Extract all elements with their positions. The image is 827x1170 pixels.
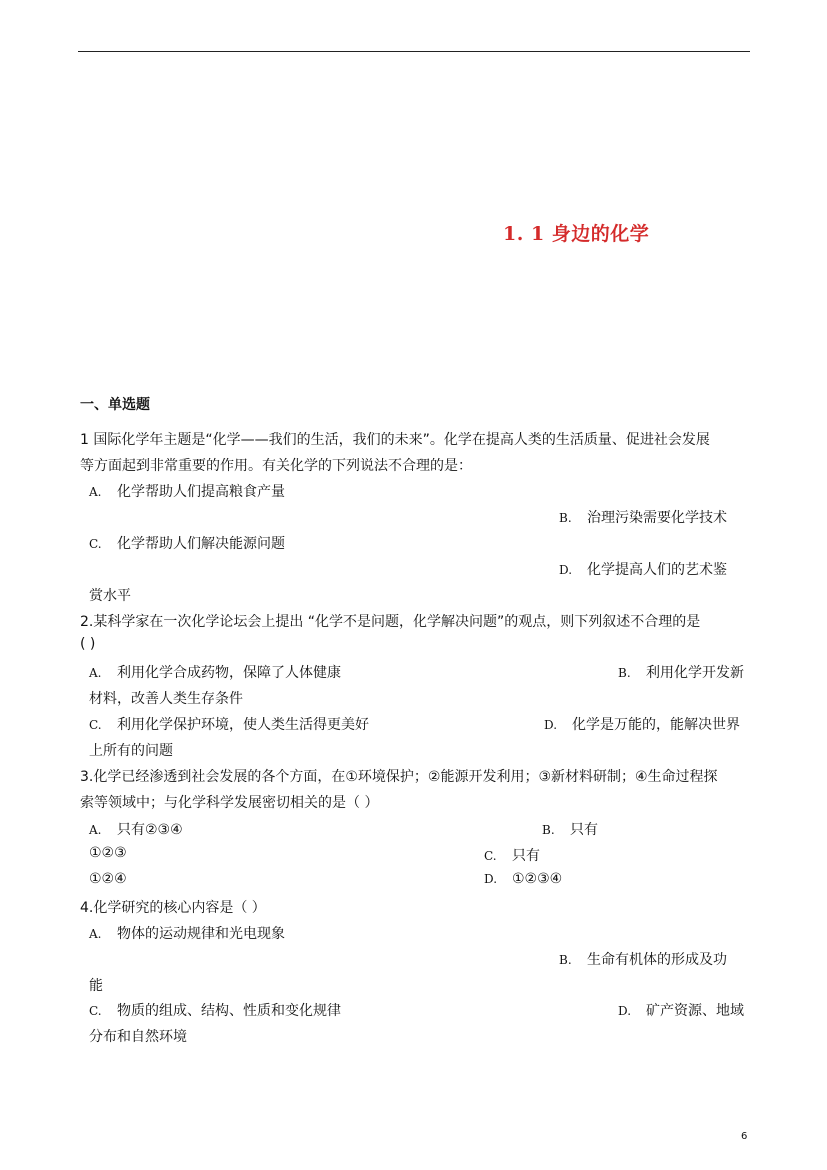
question-4-option-d-wrap: 分布和自然环境 <box>89 1029 187 1045</box>
option-letter: A. <box>89 823 102 837</box>
option-text: 化学帮助人们提高粮食产量 <box>117 484 285 500</box>
question-3-stem-line-2: 索等领域中；与化学科学发展密切相关的是（ ） <box>80 795 379 811</box>
option-text: 化学是万能的，能解决世界 <box>572 717 740 733</box>
option-letter: C. <box>89 537 102 551</box>
question-2-option-a[interactable] <box>89 662 341 682</box>
question-3-option-b[interactable] <box>542 819 598 839</box>
question-2-stem-line-1: 2.某科学家在一次化学论坛会上提出 “化学不是问题，化学解决问题”的观点，则下列叙述不合理的是 <box>80 614 701 630</box>
question-1-option-d[interactable] <box>559 559 727 579</box>
option-letter: D. <box>484 872 498 886</box>
option-text: 利用化学开发新 <box>646 665 744 681</box>
option-text: 矿产资源、地域 <box>646 1003 744 1019</box>
question-3-option-c[interactable] <box>484 845 540 865</box>
question-2-option-b-wrap: 材料，改善人类生存条件 <box>89 691 243 707</box>
option-text: 只有②③④ <box>117 822 183 838</box>
question-4-option-a[interactable] <box>89 923 285 943</box>
question-2-option-d-wrap: 上所有的问题 <box>89 743 173 759</box>
option-text: 生命有机体的形成及功 <box>587 952 727 968</box>
question-1-option-c[interactable] <box>89 533 285 553</box>
question-4-stem-line-1: 4.化学研究的核心内容是（ ） <box>80 900 266 916</box>
question-1-stem-line-1: 1 国际化学年主题是“化学——我们的生活，我们的未来”。化学在提高人类的生活质量、促进社会发展 <box>80 432 710 448</box>
question-1-option-a[interactable] <box>89 481 285 501</box>
page-title: 1. 1 身边的化学 <box>503 223 650 245</box>
question-2-option-d[interactable] <box>544 714 740 734</box>
option-letter: B. <box>559 511 572 525</box>
option-letter: D. <box>618 1004 632 1018</box>
option-text: 物体的运动规律和光电现象 <box>117 926 285 942</box>
option-text: 利用化学保护环境，使人类生活得更美好 <box>117 717 369 733</box>
question-4-option-b[interactable] <box>559 949 727 969</box>
option-text: ①②③④ <box>512 871 563 887</box>
option-text: 利用化学合成药物，保障了人体健康 <box>117 665 341 681</box>
option-text: 治理污染需要化学技术 <box>587 510 727 526</box>
option-letter: C. <box>89 718 102 732</box>
option-text: 化学帮助人们解决能源问题 <box>117 536 285 552</box>
question-3-option-d[interactable] <box>484 871 562 887</box>
option-letter: D. <box>559 563 573 577</box>
option-text: 物质的组成、结构、性质和变化规律 <box>117 1003 341 1019</box>
section-heading: 一、单选题 <box>80 397 150 413</box>
option-letter: A. <box>89 927 102 941</box>
question-3-option-a[interactable] <box>89 819 183 839</box>
question-2-option-b[interactable] <box>618 662 744 682</box>
question-3-stem-line-1: 3.化学已经渗透到社会发展的各个方面，在①环境保护；②能源开发利用；③新材料研制；④生命过程探 <box>80 769 718 785</box>
option-letter: C. <box>89 1004 102 1018</box>
question-3-option-b-wrap: ①②③ <box>89 845 127 861</box>
question-1-option-b[interactable] <box>559 507 727 527</box>
option-letter: B. <box>559 953 572 967</box>
question-1-stem-line-2: 等方面起到非常重要的作用。有关化学的下列说法不合理的是： <box>80 458 472 474</box>
option-letter: B. <box>542 823 555 837</box>
header-rule <box>78 51 750 52</box>
option-letter: D. <box>544 718 558 732</box>
question-2-stem-line-2: ( ) <box>80 636 96 652</box>
option-letter: A. <box>89 666 102 680</box>
question-4-option-d[interactable] <box>618 1000 744 1020</box>
option-text: 化学提高人们的艺术鉴 <box>587 562 727 578</box>
question-1-option-d-wrap: 赏水平 <box>89 588 131 604</box>
question-2-option-c[interactable] <box>89 714 369 734</box>
option-letter: C. <box>484 849 497 863</box>
option-letter: B. <box>618 666 631 680</box>
question-4-option-b-wrap: 能 <box>89 978 103 994</box>
question-3-option-c-wrap: ①②④ <box>89 871 127 887</box>
question-4-option-c[interactable] <box>89 1000 341 1020</box>
option-text: 只有 <box>512 848 540 864</box>
option-text: 只有 <box>570 822 598 838</box>
option-letter: A. <box>89 485 102 499</box>
page-number: 6 <box>741 1131 748 1142</box>
